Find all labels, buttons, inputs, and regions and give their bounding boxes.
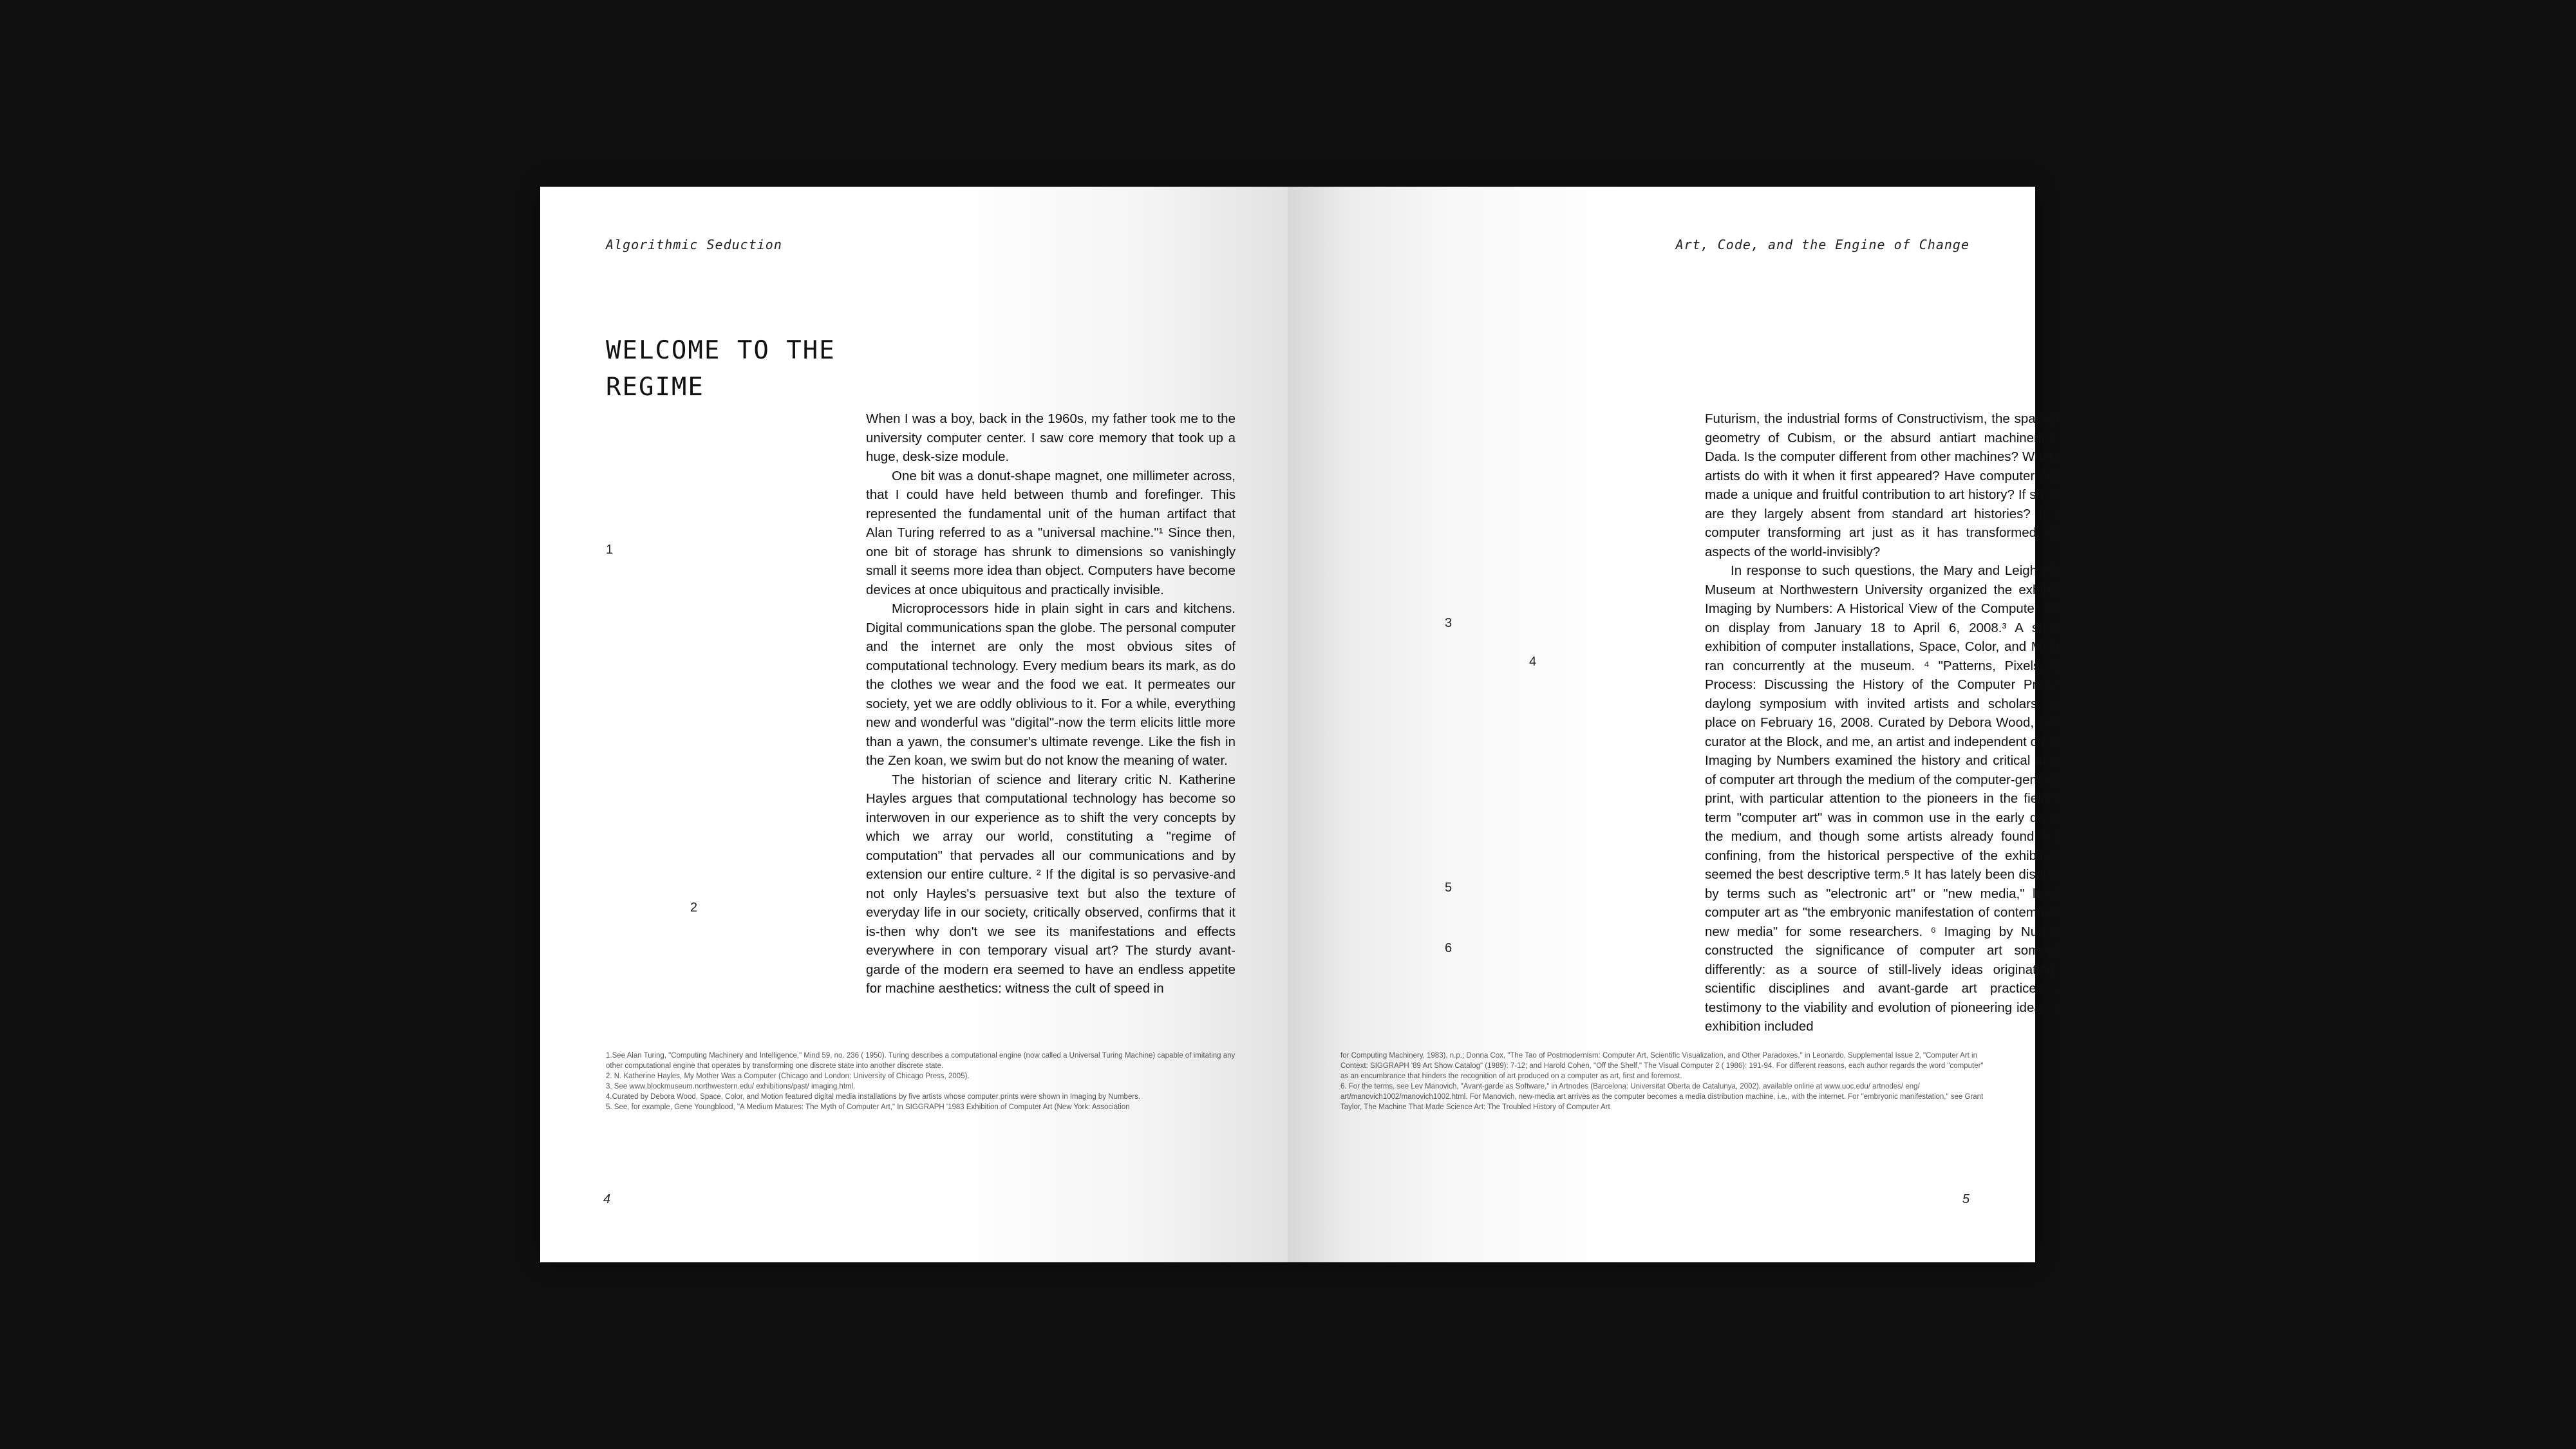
paragraph: Microprocessors hide in plain sight in cars and kitchens. Digital communications span the globe. The personal computer and the internet are only the most obvious sites of computational technology. Every medium bears its mark, as do the clothes we wear and the food we eat. It permeates our society, yet we are oddly oblivious to it. For a while, everything new and wonderful was "digital"-now the term elicits little more than a yawn, the consumer's ultimate revenge. Like the fish in the Zen koan, we swim but do not know the meaning of water. (866, 601, 1236, 768)
paragraph: In response to such questions, the Mary and Leigh Block Museum at Northwestern University organized the exhibition Imaging by Numbers: A Historical View of the Computer Print, on display from January 18 to April 6, 2008.³ A smaller exhibition of computer installations, Space, Color, and Motion, ran concurrently at the museum. ⁴ "Patterns, Pixels, and Process: Discussing the History of the Computer Print," a daylong symposium with invited artists and scholars, took place on February 16, 2008. Curated by Debora Wood, senior curator at the Block, and me, an artist and independent curator, Imaging by Numbers examined the history and critical impact of computer art through the medium of the computer-generated print, with particular attention to the pioneers in the field.The term "computer art" was in common use in the early days of the medium, and though some artists already found it too confining, from the historical perspective of the exhibition it seemed the best descriptive term.⁵ It has lately been displaced by terms such as "electronic art" or "new media," leaving computer art as "the embryonic manifestation of contemporary new media" for some researchers. ⁶ Imaging by Numbers constructed the significance of computer art somewhat differently: as a source of still-lively ideas originating in scientific disciplines and avant-garde art practices. As testimony to the viability and evolution of pioneering ideas, the exhibition included (1705, 563, 2074, 1034)
paragraph: The historian of science and literary critic N. Katherine Hayles argues that computational technology has become so interwoven in our experience as to shift the very concepts by which we array our world, constituting a "regime of computation" that pervades all our communications and by extension our entire culture. ² If the digital is so pervasive-and not only Hayles's persuasive text but also the texture of everyday life in our society, critically observed, confirms that it is-then why don't we see its manifestations and effects everywhere in con temporary visual art? The sturdy avant-garde of the modern era seemed to have an endless appetite for machine aesthetics: witness the cult of speed in (866, 772, 1236, 996)
paragraph: Futurism, the industrial forms of Constructivism, the spacetime geometry of Cubism, or the absurd antiart machineries of Dada. Is the computer different from other machines? What did artists do with it when it first appeared? Have computer artists made a unique and fruitful contribution to art history? If so, why are they largely absent from standard art histories? Is the computer transforming art just as it has transformed other aspects of the world-invisibly? (1705, 411, 2074, 559)
footnote: 2. N. Katherine Hayles, My Mother Was a Computer (Chicago and London: University of Chicago Press, 2005). (606, 1072, 970, 1080)
footnotes (606, 1051, 1237, 1112)
footnotes (1340, 1051, 1984, 1112)
chapter-title (606, 332, 876, 406)
margin-note-number: 4 (1529, 655, 1537, 669)
paragraph: When I was a boy, back in the 1960s, my father took me to the university computer center. I saw core memory that took up a huge, desk-size module. (866, 411, 1236, 464)
paragraph: One bit was a donut-shape magnet, one millimeter across, that I could have held between thumb and forefinger. This represented the fundamental unit of the human artifact that Alan Turing referred to as a "universal machine."¹ Since then, one bit of storage has shrunk to dimensions so vanishingly small it seems more idea than object. Computers have become devices at once ubiquitous and practically invisible. (866, 468, 1236, 597)
margin-note-number: 6 (1445, 941, 1453, 955)
footnote: 6. For the terms, see Lev Manovich, "Avant-garde as Software," in Artnodes (Barcelona: Universitat Oberta de Catalunya, 2002), available online at www.uoc.edu/ artnodes/ eng/ art/manovich1002/manovich1002.html. For Manovich, new-media art arrives as the computer becomes a media distribution machine, i.e., with the internet. For "embryonic manifestation," see Grant Taylor, The Machine That Made Science Art: The Troubled History of Computer Art (1340, 1083, 1984, 1111)
margin-note-number: 1 (606, 543, 614, 557)
footnote: 5. See, for example, Gene Youngblood, "A Medium Matures: The Myth of Computer Art," In SIGGRAPH '1983 Exhibition of Computer Art (New York: Association (606, 1103, 1130, 1111)
footnote: 4.Curated by Debora Wood, Space, Color, and Motion featured digital media installations by five artists whose computer prints were shown in Imaging by Numbers. (606, 1093, 1141, 1101)
footnote: 1.See Alan Turing, "Computing Machinery and Intelligence," Mind 59, no. 236 ( 1950). Turing describes a computational engine (now called a Universal Turing Machine) capable of imitating any other computational engine that operates by transforming one discrete state into another discrete state. (606, 1052, 1236, 1070)
page-number-left: 4 (603, 1192, 611, 1206)
running-head-left: Algorithmic Seduction (606, 237, 782, 252)
margin-note-number: 5 (1445, 881, 1453, 895)
right-page (1288, 187, 2074, 1262)
left-page (540, 187, 1288, 1262)
body-text-column (1705, 409, 2074, 1033)
margin-note-number: 3 (1445, 616, 1453, 630)
book-spread (540, 187, 2074, 1262)
chapter-title-line-1: WELCOME TO THE (606, 336, 836, 365)
running-head-right: Art, Code, and the Engine of Change (1675, 237, 1970, 252)
footnote: for Computing Machinery, 1983), n.p.; Donna Cox, "The Tao of Postmodernism: Computer Art, Scientific Visualization, and Other Paradoxes," in Leonardo, Supplemental Issue 2, "Computer Art in Context: SIGGRAPH '89 Art Show Catalog" (1989): 7-12; and Harold Cohen, "Off the Shelf," The Visual Computer 2 ( 1986): 191-94. For different reasons, each author regards the word "computer" as an encumbrance that hinders the recognition of art produced on a computer as art, first and foremost. (1340, 1052, 1984, 1080)
footnote: 3. See www.blockmuseum.northwestern.edu/ exhibitions/past/ imaging.html. (606, 1083, 856, 1090)
margin-note-number: 2 (690, 901, 698, 915)
chapter-title-line-2: REGIME (606, 373, 704, 402)
page-number-right: 5 (1962, 1192, 1970, 1206)
